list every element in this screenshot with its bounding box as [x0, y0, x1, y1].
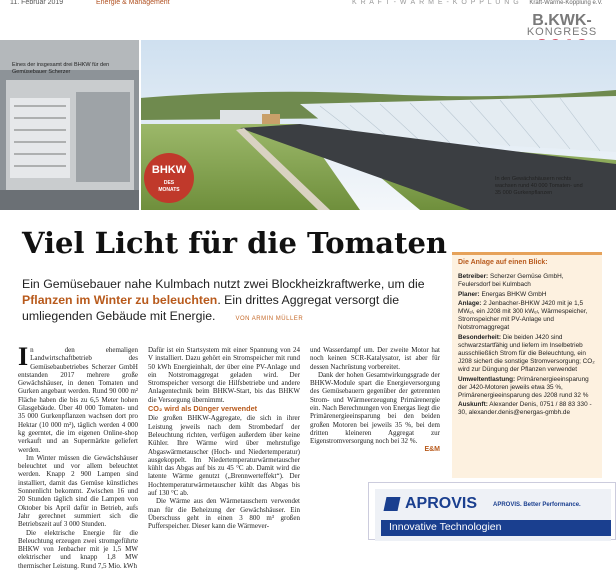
sidebox-item: Planer: Energas BHKW GmbH [458, 290, 547, 298]
col2-subheading: CO₂ wird als Dünger verwendet [148, 404, 258, 414]
badge-line3: MONATS [158, 187, 180, 193]
sidebox-item: Auskunft: Alexander Denis, 0751 / 88 83 330 - 30, alexander.denis@energas-gmbh.de [458, 401, 592, 417]
aprovis-ad[interactable] [368, 482, 616, 540]
aprovis-slogan: Innovative Technologien [389, 521, 502, 533]
article-column-1 [18, 342, 138, 570]
sidebox-item: Umweltentlastung: Primärenergieeinsparung der J420-Motoren jeweils etwa 35 %, Primärenergieeinsparung des J208 rund 32 % [458, 375, 589, 400]
facts-sidebox [452, 252, 602, 478]
article-headline [22, 226, 447, 260]
photo-caption-left: Eines der insgesamt drei BHKW für den Gemüsebauer Scherzer [12, 62, 110, 75]
col3-para2: Dank der hohen Gesamtwirkungsgrade der BHKW-Module spart die Energieversorgung des Gemüsebauern gegenüber der getrennten Strom- und Wärmeerzeugung Primärenergie ein. Nach Berechnungen von Energas liegt die Primärenergieeinsparung bei den beiden großen Motoren bei jeweils 35 %, bei dem dritten kleineren Aggregat zur Eigenstromversorgung noch bei 32 %. [310, 370, 440, 446]
aprovis-slogan-bar [381, 520, 611, 536]
rubric: K R A F T - W Ä R M E - K O P P L U N G [352, 0, 520, 6]
issue-date: 11. Februar 2019 [10, 0, 64, 6]
col1-para3: Die elektrische Energie für die Beleuchtung erzeugen zwei stromgeführte BHKW von Jenbacher mit je 1,5 MW elektrischer und knapp 1,8 MW thermischer Leistung. Rund 7,5 Mio. kWh [18, 528, 138, 570]
sidebox-item: Betreiber: Scherzer Gemüse GmbH, Feulersdorf bei Kulmbach [458, 273, 564, 289]
col2-para2: Die großen BHKW-Aggregate, die sich in ihrer Leistung jeweils nach dem Strombedarf der Beleuchtung richten, verfügen außerdem über keine Kühler. Ihre Wärme wird über mehrstufige Abgaswärmetauscher (Hoch- und Niedertemperatur) ausgekoppelt. Im Niedertemperaturwärmetauscher kühlt das Abgas auf bis zu 45 °C ab. Damit wird die latente Wärme genutzt („Brennwerteffekt“). Der Hochtemperaturwärmetauscher kühlt das Abgas bis auf 130 °C ab. [148, 414, 300, 498]
sidebox-item: Besonderheit: Die beiden J420 sind schwarzstartfähig und liefern im Inselbetrieb ausschließlich Strom für die Beleuchtung, ein J208 sichert die sonstige Stromversorgung; CO₂ wird zur Düngung der Pflanzen verwendet [458, 333, 595, 374]
lead-part1: Ein Gemüsebauer nahe Kulmbach nutzt zwei Blockheizkraftwerke, um die [22, 277, 425, 291]
lead-part2: . Ein drittes Aggregat versorgt die umliegenden Gebäude mit Energie. [22, 293, 400, 323]
aprovis-ad-panel [375, 489, 611, 541]
sidebox-item: Anlage: 2 Jenbacher-BHKW J420 mit je 1,5 MWₑₗ, ein J208 mit 300 kWₑₗ, Wärmespeicher, Stromspeicher mit PV-Anlage und Notstromaggregat [458, 299, 588, 332]
article-lead [22, 276, 442, 327]
running-header [0, 0, 520, 8]
headline-bold: Viel Licht [22, 226, 179, 260]
drop-cap: I [18, 342, 29, 371]
col1-para1: n den ehemaligen Landwirtschaftbetrieb des Gemüsebaubetriebes Scherzer GmbH entstanden 2017 mehrere große Gewächshäuser, in denen Tomaten und Gurken angebaut werden. Rund 90 000 m² Fläche haben die bis zu 6,5 Meter hohen Glasgebäude. Über 40 000 Tomaten- und 35 000 Gurkenpflanzen wachsen dort pro Hektar (10 000 m²), täglich werden 4 000 kg geerntet, die im eigenen Online-shop verkauft und an Supermärkte geliefert werden. [18, 346, 138, 454]
ad-brand: B.KWK- [532, 12, 592, 29]
ad-pre-text: Kraft-Wärme-Kopplung e.V. [529, 0, 603, 6]
bhkw-des-monats-badge [144, 153, 194, 203]
badge-line2: DES [163, 180, 175, 186]
headline-rest: für die Tomaten [178, 226, 447, 260]
article-signature: E&M [424, 445, 440, 453]
col2-para3: Die Wärme aus den Wärmetauschern verwendet man für die Beheizung der Gewächshäuser. Ein Überschuss geht in einen 3 800 m³ großen Pufferspeicher. Dieser kann die Wärmever- [148, 497, 300, 531]
aprovis-name: APROVIS [405, 495, 478, 512]
col1-para2: Im Winter müssen die Gewächshäuser beleuchtet und vor allem beleuchtet werden. Knapp 2 900 Lampen sind installiert, damit das Gemüse künstliches Sonnenlicht bekommt. Zwischen 16 und 20 Stunden täglich sind die Lampen von Oktober bis April dafür in Betrieb, aufs Jahr gerechnet summiert sich die Betriebszeit auf 3 000 Stunden. [18, 453, 138, 529]
badge-line1: BHKW [151, 164, 187, 176]
aprovis-logo-icon [384, 497, 401, 511]
col3-para1: und Wasserdampf um. Der zweite Motor hat noch keinen SCR-Katalysator, ist aber für dessen Nachrüstung vorbereitet. [310, 346, 440, 371]
ad-brand-sub: KONGRESS [526, 26, 598, 38]
photo-caption-right: In den Gewächshäusern rechts wachsen rund 40 000 Tomaten- und 35 000 Gurkenpflanzen [495, 176, 583, 196]
lead-highlight: Pflanzen im Winter zu beleuchten [22, 293, 218, 307]
article-column-3 [310, 346, 440, 456]
section-name: Energie & Management [96, 0, 170, 6]
col2-para1: Dafür ist ein Startsystem mit einer Spannung von 24 V installiert. Dazu gehört ein Stromspeicher mit rund 50 kWh Energieinhalt, der über eine PV-Anlage und ein Notstromaggregat geladen wird. Der Stromspeicher versorgt die Hilfsbetriebe und andere Anlagentechnik beim BHKW-Start, bis das BHKW die Versorgung übernimmt. [148, 346, 300, 404]
article-column-2 [148, 346, 300, 540]
aprovis-tagline: APROVIS. Better Performance. [493, 502, 581, 508]
sidebox-title: Die Anlage auf einen Blick: [458, 259, 548, 266]
author-byline: VON ARMIN MÜLLER [235, 316, 304, 322]
